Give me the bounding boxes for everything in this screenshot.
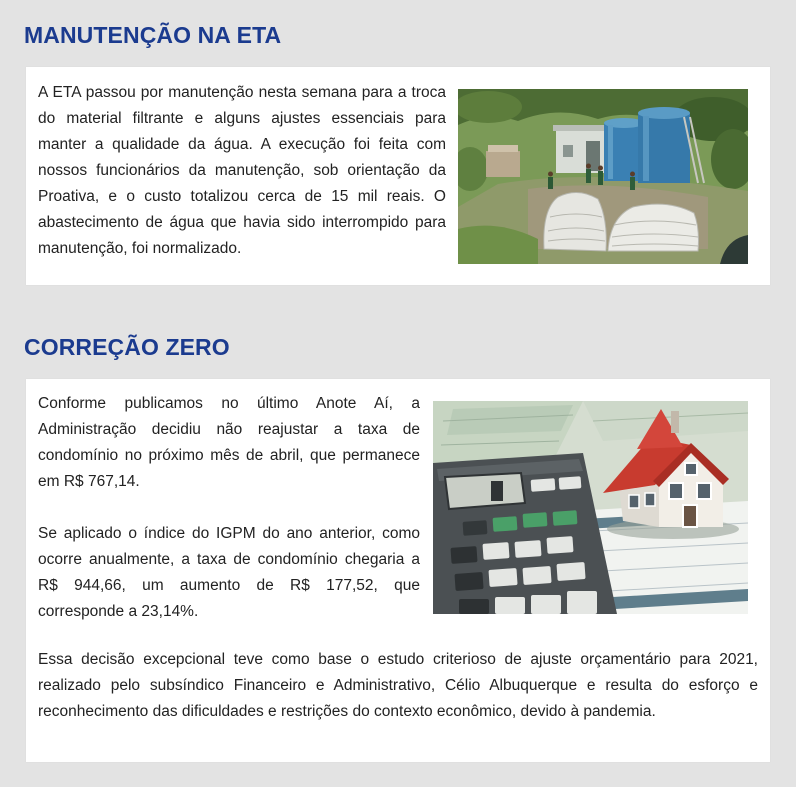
filter-building: [553, 125, 611, 173]
stone-wall: [486, 145, 520, 177]
house-calculator-photo: [433, 401, 748, 614]
article-text-column: [38, 391, 420, 625]
article-card-correcao: [26, 379, 770, 762]
sack-pile: [544, 192, 607, 251]
eta-maintenance-photo: [458, 89, 748, 264]
article-paragraph: Essa decisão excepcional teve como base o estudo criterioso de ajuste orçamentário para 2021, realizado pelo subsíndico Financeiro e Administrativo, Célio Albuquerque e resulta do esforço e reconhecimento das dificuldades e restrições do contexto econômico, devido à pandemia.: [38, 651, 758, 720]
article-paragraph: A ETA passou por manutenção nesta semana para a troca do material filtrante e alguns ajustes essenciais para manter a qualidade da água. A execução foi feita com nossos funcionários da manutenção, sob orientação da Proativa, e o custo totalizou cerca de 15 mil reais. O abastecimento de água que havia sido interrompido para manutenção, foi normalizado.: [38, 84, 446, 257]
section-title-correcao: CORREÇÃO ZERO: [24, 334, 230, 360]
article-card-eta: [26, 67, 770, 285]
section-title-eta: MANUTENÇÃO NA ETA: [24, 22, 282, 48]
article-paragraph: Se aplicado o índice do IGPM do ano anterior, como ocorre anualmente, a taxa de condomínio chegaria a R$ 944,66, um aumento de R$ 177,52, que corresponde a 23,14%.: [38, 525, 420, 620]
article-paragraph: Conforme publicamos no último Anote Aí, a Administração decidiu não reajustar a taxa de condomínio no próximo mês de abril, que permanece em R$ 767,14.: [38, 395, 420, 490]
